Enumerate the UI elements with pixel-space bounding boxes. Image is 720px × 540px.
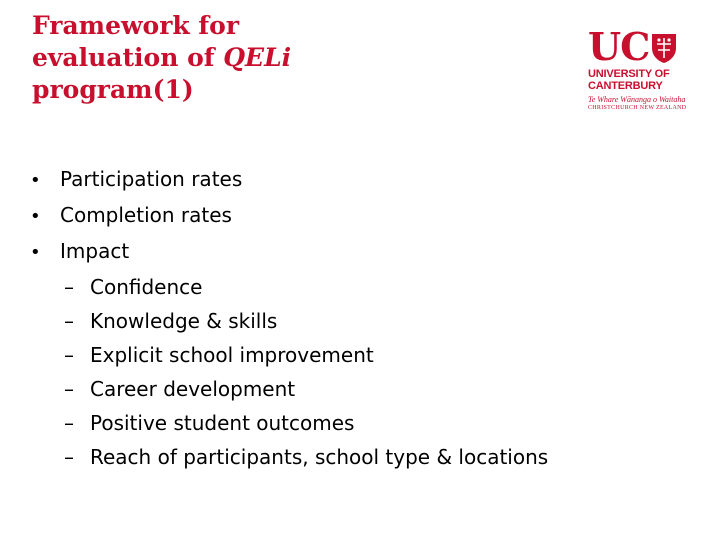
list-item <box>30 198 550 234</box>
sub-list-item <box>30 440 550 474</box>
logo-mark: UC <box>588 24 650 69</box>
title-line-1: Framework for <box>32 11 240 40</box>
sub-list-item-label: Positive student outcomes <box>90 411 355 435</box>
dash-icon: – <box>64 343 74 367</box>
logo-line-1: UNIVERSITY OF <box>588 68 670 80</box>
sub-list-item-label: Reach of participants, school type & locations <box>90 445 549 469</box>
sub-list-item <box>30 338 550 372</box>
slide-title <box>32 10 392 106</box>
logo-city: CHRISTCHURCH NEW ZEALAND <box>588 105 687 111</box>
sub-list-item <box>30 270 550 304</box>
title-line-2-prefix: evaluation of <box>32 43 224 72</box>
sub-list-item <box>30 372 550 406</box>
dash-icon: – <box>64 309 74 333</box>
logo-line-2: CANTERBURY <box>588 80 663 92</box>
university-logo <box>588 24 688 120</box>
sub-list-item-label: Career development <box>90 377 296 401</box>
sub-list-item-label: Explicit school improvement <box>90 343 374 367</box>
dash-icon: – <box>64 275 74 299</box>
sub-list-item <box>30 304 550 338</box>
sub-list-item <box>30 406 550 440</box>
list-item-label: Participation rates <box>60 167 243 191</box>
bullet-icon: • <box>30 170 41 191</box>
title-line-2 <box>32 42 392 74</box>
sub-list-item-label: Knowledge & skills <box>90 309 278 333</box>
list-item-label: Impact <box>60 239 130 263</box>
sub-list-item-label: Confidence <box>90 275 203 299</box>
list-item <box>30 234 550 270</box>
bullet-list <box>30 162 550 474</box>
dash-icon: – <box>64 411 74 435</box>
crest-icon <box>650 32 678 64</box>
title-program-name: QELi <box>223 43 292 72</box>
list-item <box>30 162 550 198</box>
bullet-icon: • <box>30 206 41 227</box>
dash-icon: – <box>64 377 74 401</box>
logo-maori-name: Te Whare Wānanga o Waitaha <box>588 95 686 104</box>
list-item-label: Completion rates <box>60 203 232 227</box>
bullet-icon: • <box>30 242 41 263</box>
dash-icon: – <box>64 445 74 469</box>
title-line-3: program(1) <box>32 75 194 104</box>
